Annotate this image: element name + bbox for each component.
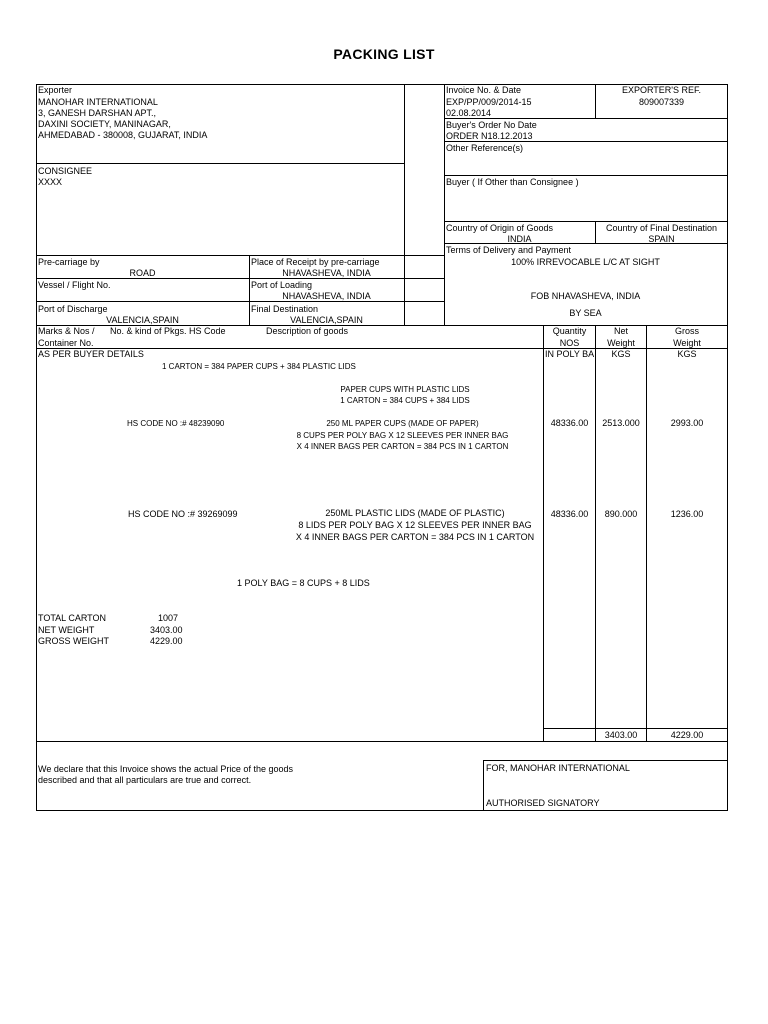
exporters-ref-label: EXPORTER'S REF.	[621, 85, 702, 95]
terms-delivery: FOB NHAVASHEVA, INDIA	[530, 291, 641, 301]
gross-weight-value: 4229.00	[150, 636, 183, 646]
item-description: 250ML PLASTIC LIDS (MADE OF PLASTIC)	[325, 508, 505, 518]
net-unit: KGS	[611, 349, 631, 359]
column-header-gross-sub: Weight	[673, 338, 701, 348]
buyers-order-label: Buyer's Order No Date	[446, 120, 537, 130]
destination-value: SPAIN	[648, 234, 675, 244]
poly-bag-line: 1 POLY BAG = 8 CUPS + 8 LIDS	[237, 578, 370, 588]
column-header-quantity: Quantity	[552, 326, 587, 336]
port-of-discharge-label: Port of Discharge	[38, 304, 108, 314]
item-gross-weight: 1236.00	[670, 509, 704, 519]
terms-label: Terms of Delivery and Payment	[446, 245, 572, 255]
total-net-weight: 3403.00	[604, 730, 638, 740]
column-header-container: Container No.	[38, 338, 94, 348]
item-description: 8 CUPS PER POLY BAG X 12 SLEEVES PER INNER BAG	[296, 431, 509, 440]
port-of-loading-value: NHAVASHEVA, INDIA	[282, 291, 371, 301]
declaration-line: described and that all particulars are true and correct.	[38, 775, 252, 785]
total-carton-value: 1007	[158, 613, 179, 623]
marks-value: AS PER BUYER DETAILS	[38, 349, 144, 359]
authorised-signatory-label: AUTHORISED SIGNATORY	[486, 798, 600, 808]
column-header-marks: Marks & Nos /	[38, 326, 95, 336]
quantity-unit: IN POLY BA	[545, 349, 594, 359]
group-subtitle: 1 CARTON = 384 CUPS + 384 LIDS	[340, 396, 470, 405]
buyers-order-value: ORDER N18.12.2013	[446, 131, 533, 141]
port-of-loading-label: Port of Loading	[251, 280, 313, 290]
buyer-label: Buyer ( If Other than Consignee )	[446, 177, 579, 187]
destination-label: Country of Final Destination	[605, 223, 718, 233]
pre-carriage-label: Pre-carriage by	[38, 257, 100, 267]
item-quantity: 48336.00	[550, 509, 589, 519]
invoice-number: EXP/PP/009/2014-15	[446, 97, 532, 107]
invoice-date: 02.08.2014	[446, 108, 492, 118]
net-weight-value: 3403.00	[150, 625, 183, 635]
group-title: PAPER CUPS WITH PLASTIC LIDS	[340, 385, 470, 394]
item-description: X 4 INNER BAGS PER CARTON = 384 PCS IN 1 CARTON	[296, 442, 509, 451]
gross-weight-label: GROSS WEIGHT	[38, 636, 110, 646]
column-header-kind: No. & kind of Pkgs. HS Code	[110, 326, 226, 336]
item-gross-weight: 2993.00	[670, 418, 704, 428]
pre-carriage-value: ROAD	[129, 268, 156, 278]
signature-company: FOR, MANOHAR INTERNATIONAL	[486, 763, 630, 773]
other-reference-label: Other Reference(s)	[446, 143, 524, 153]
consignee-value: XXXX	[38, 177, 63, 187]
column-header-net: Net	[613, 326, 628, 336]
place-of-receipt-value: NHAVASHEVA, INDIA	[282, 268, 371, 278]
origin-label: Country of Origin of Goods	[446, 223, 554, 233]
item-net-weight: 890.000	[604, 509, 638, 519]
total-carton-label: TOTAL CARTON	[38, 613, 107, 623]
document-title: PACKING LIST	[333, 46, 435, 62]
exporter-name: MANOHAR INTERNATIONAL	[38, 97, 158, 107]
declaration-line: We declare that this Invoice shows the actual Price of the goods	[38, 764, 293, 774]
item-description: 250 ML PAPER CUPS (MADE OF PAPER)	[326, 419, 479, 428]
exporters-ref-value: 809007339	[638, 97, 685, 107]
item-net-weight: 2513.000	[602, 418, 640, 428]
terms-payment: 100% IRREVOCABLE L/C AT SIGHT	[511, 257, 660, 267]
column-header-description: Description of goods	[266, 326, 349, 336]
carton-line: 1 CARTON = 384 PAPER CUPS + 384 PLASTIC LIDS	[162, 362, 356, 371]
exporter-address-line: DAXINI SOCIETY, MANINAGAR,	[38, 119, 171, 129]
column-header-gross: Gross	[674, 326, 699, 336]
final-destination-label: Final Destination	[251, 304, 319, 314]
place-of-receipt-label: Place of Receipt by pre-carriage	[251, 257, 380, 267]
exporter-address-line: 3, GANESH DARSHAN APT.,	[38, 108, 157, 118]
column-header-net-sub: Weight	[607, 338, 635, 348]
hs-code: HS CODE NO :# 48239090	[127, 419, 225, 428]
vessel-label: Vessel / Flight No.	[38, 280, 111, 290]
total-gross-weight: 4229.00	[670, 730, 704, 740]
exporter-label: Exporter	[38, 85, 73, 95]
net-weight-label: NET WEIGHT	[38, 625, 95, 635]
consignee-label: CONSIGNEE	[38, 166, 93, 176]
invoice-label: Invoice No. & Date	[446, 85, 522, 95]
item-quantity: 48336.00	[550, 418, 589, 428]
exporter-address-line: AHMEDABAD - 380008, GUJARAT, INDIA	[38, 130, 208, 140]
final-destination-value: VALENCIA,SPAIN	[290, 315, 363, 325]
hs-code: HS CODE NO :# 39269099	[128, 509, 238, 519]
column-header-quantity-unit: NOS	[559, 338, 580, 348]
gross-unit: KGS	[677, 349, 697, 359]
item-description: 8 LIDS PER POLY BAG X 12 SLEEVES PER INNER BAG	[298, 520, 532, 530]
item-description: X 4 INNER BAGS PER CARTON = 384 PCS IN 1 CARTON	[295, 532, 535, 542]
terms-mode: BY SEA	[569, 308, 602, 318]
port-of-discharge-value: VALENCIA,SPAIN	[106, 315, 179, 325]
origin-value: INDIA	[507, 234, 532, 244]
